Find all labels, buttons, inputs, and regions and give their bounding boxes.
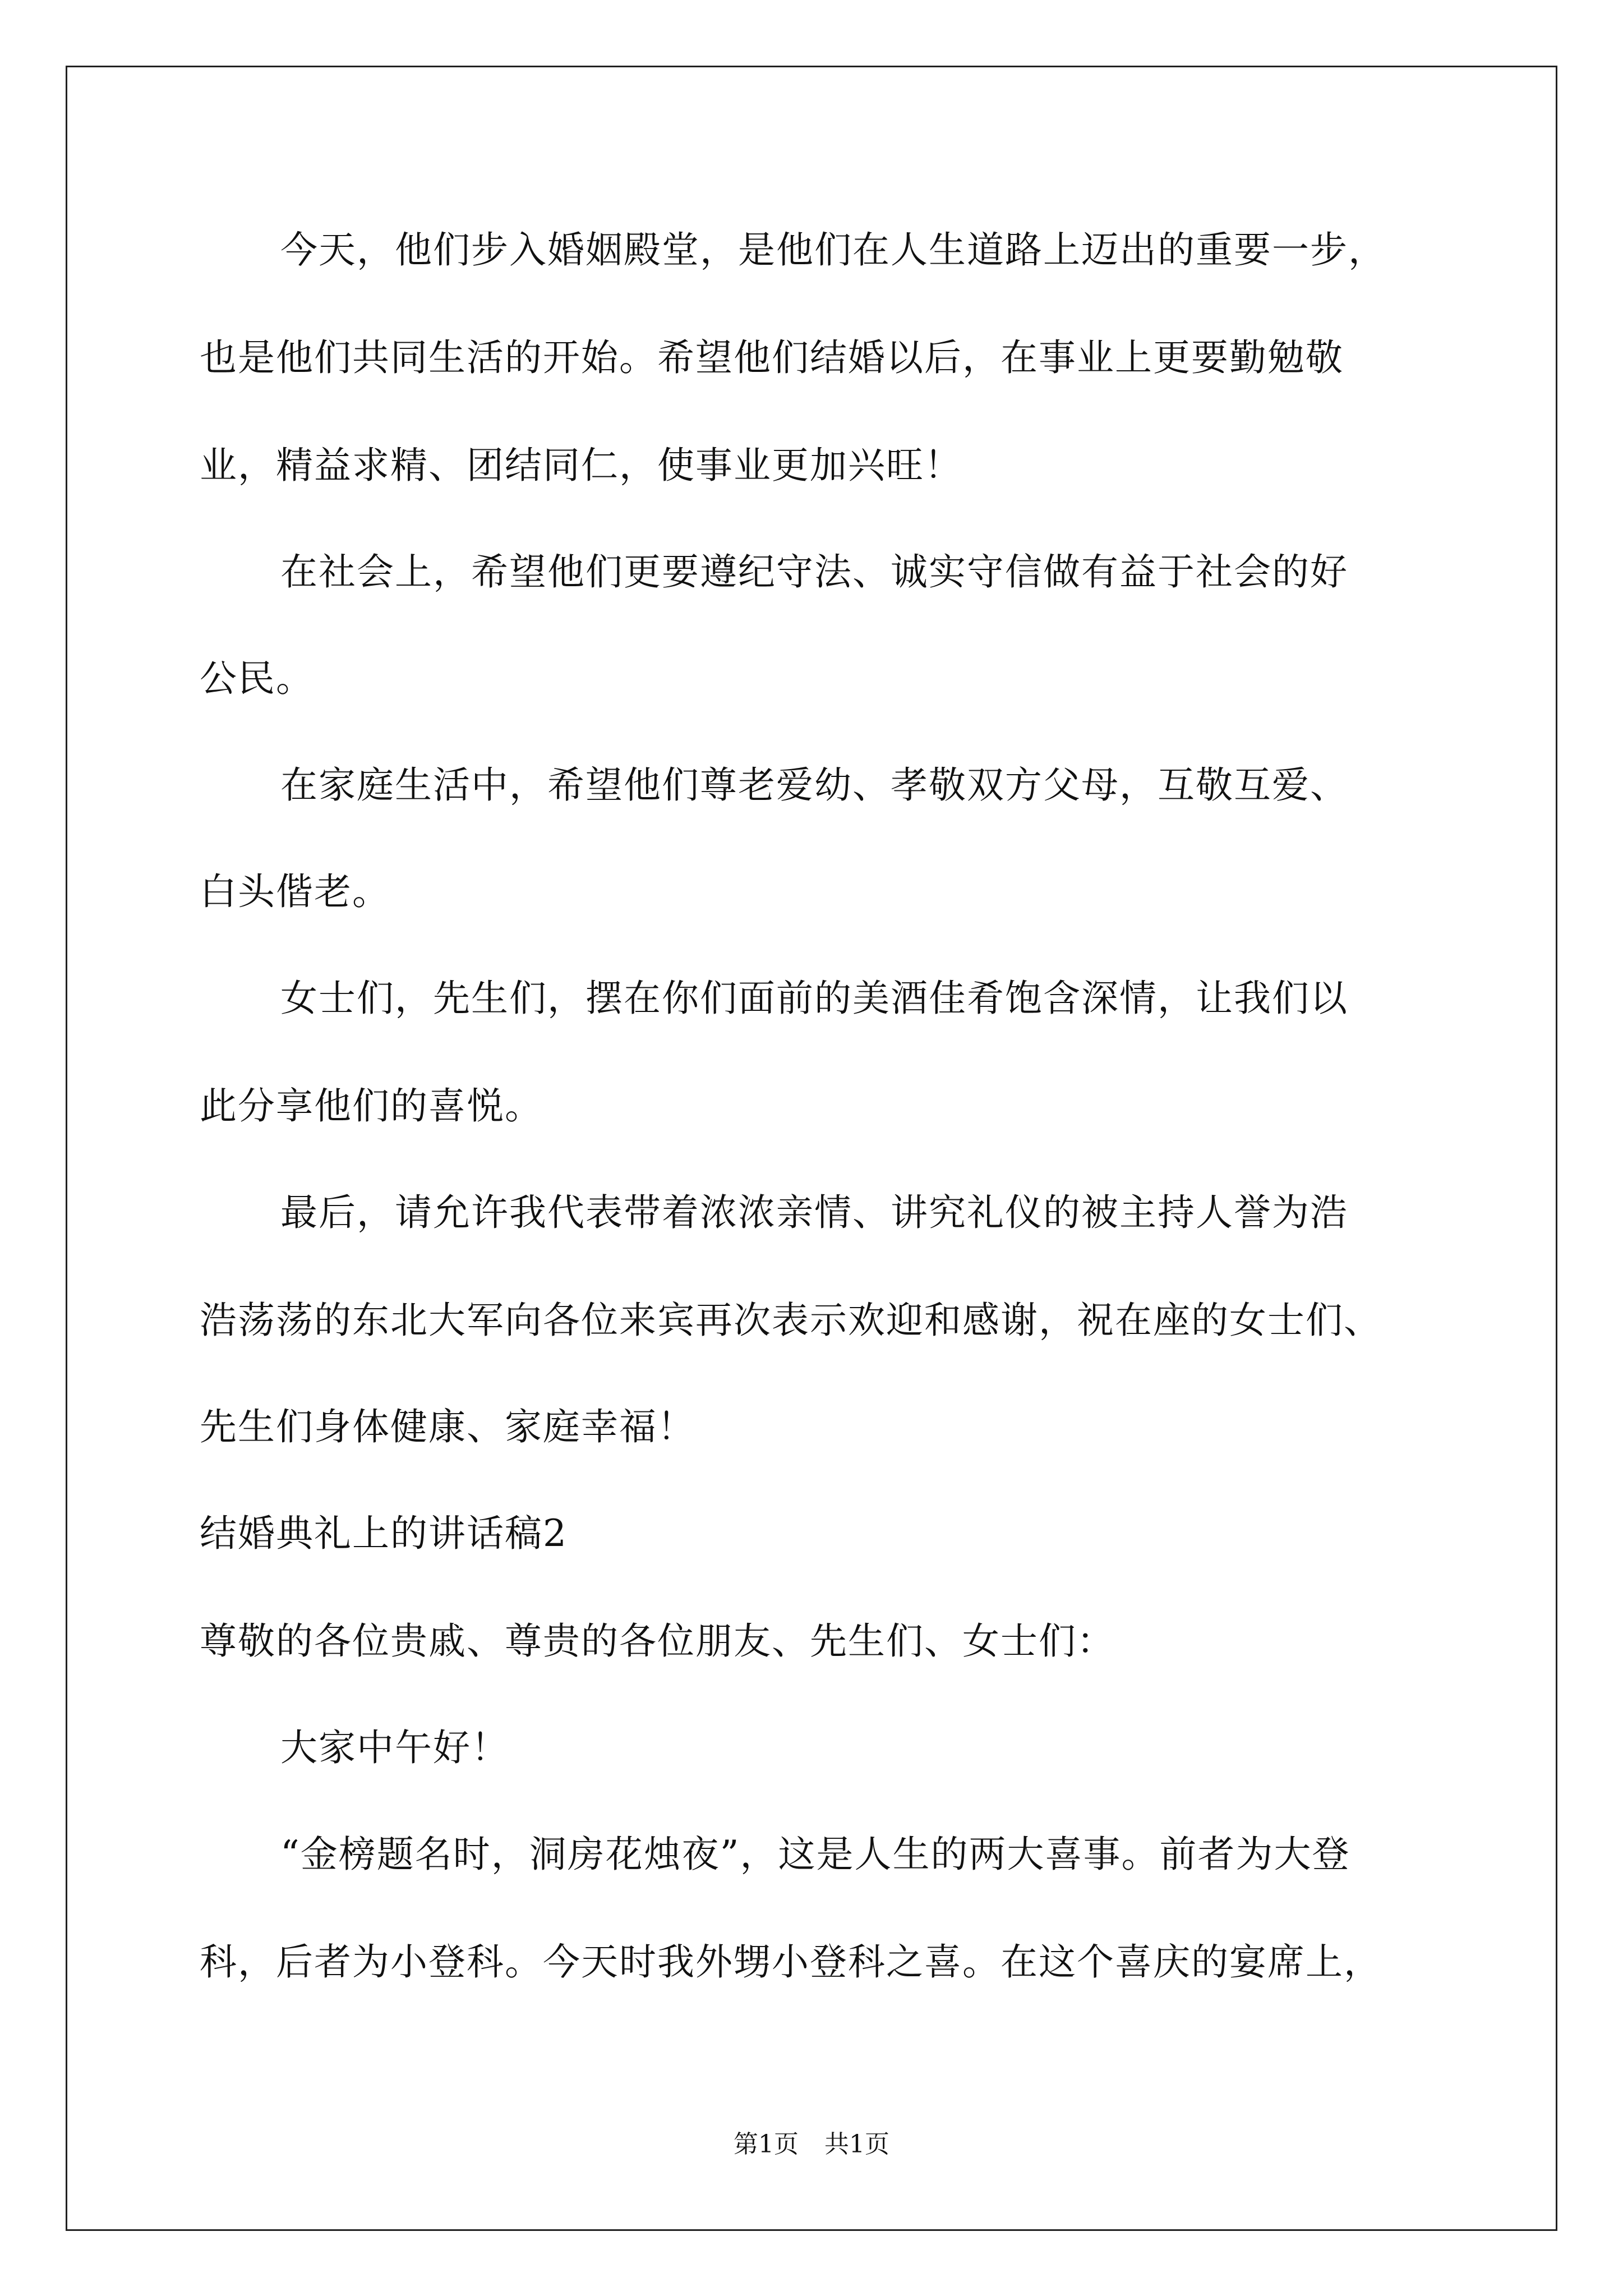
paragraph-line: 也是他们共同生活的开始。希望他们结婚以后，在事业上更要勤勉敬 xyxy=(200,336,1344,379)
paragraph-line: 浩荡荡的东北大军向各位来宾再次表示欢迎和感谢，祝在座的女士们、 xyxy=(200,1299,1382,1342)
salutation-line: 尊敬的各位贵戚、尊贵的各位朋友、先生们、女士们： xyxy=(200,1619,1115,1663)
paragraph-line: 今天，他们步入婚姻殿堂，是他们在人生道路上迈出的重要一步， xyxy=(280,228,1386,272)
paragraph-line: 先生们身体健康、家庭幸福！ xyxy=(200,1405,695,1448)
paragraph-line: 女士们，先生们，摆在你们面前的美酒佳肴饱含深情，让我们以 xyxy=(280,977,1348,1020)
paragraph-line: 最后，请允许我代表带着浓浓亲情、讲究礼仪的被主持人誉为浩 xyxy=(280,1191,1348,1234)
paragraph-line: 公民。 xyxy=(200,657,314,700)
paragraph-line: 在社会上，希望他们更要遵纪守法、诚实守信做有益于社会的好 xyxy=(280,550,1348,593)
page-footer xyxy=(0,2128,1623,2161)
section-heading: 结婚典礼上的讲话稿2 xyxy=(200,1512,568,1555)
paragraph-line: 此分享他们的喜悦。 xyxy=(200,1084,543,1128)
page-number: 第1页 xyxy=(734,2130,799,2159)
paragraph-line: 白头偕老。 xyxy=(200,870,390,913)
page-count: 共1页 xyxy=(824,2130,889,2159)
paragraph-line: 业，精益求精、团结同仁，使事业更加兴旺！ xyxy=(200,444,962,487)
paragraph-line: “金榜题名时，洞房花烛夜”，这是人生的两大喜事。前者为大登 xyxy=(280,1833,1350,1876)
paragraph-line: 在家庭生活中，希望他们尊老爱幼、孝敬双方父母，互敬互爱、 xyxy=(280,763,1348,807)
page-frame xyxy=(66,66,1557,2231)
paragraph-line: 科，后者为小登科。今天时我外甥小登科之喜。在这个喜庆的宴席上， xyxy=(200,1940,1382,1984)
greeting-line: 大家中午好！ xyxy=(280,1726,509,1769)
